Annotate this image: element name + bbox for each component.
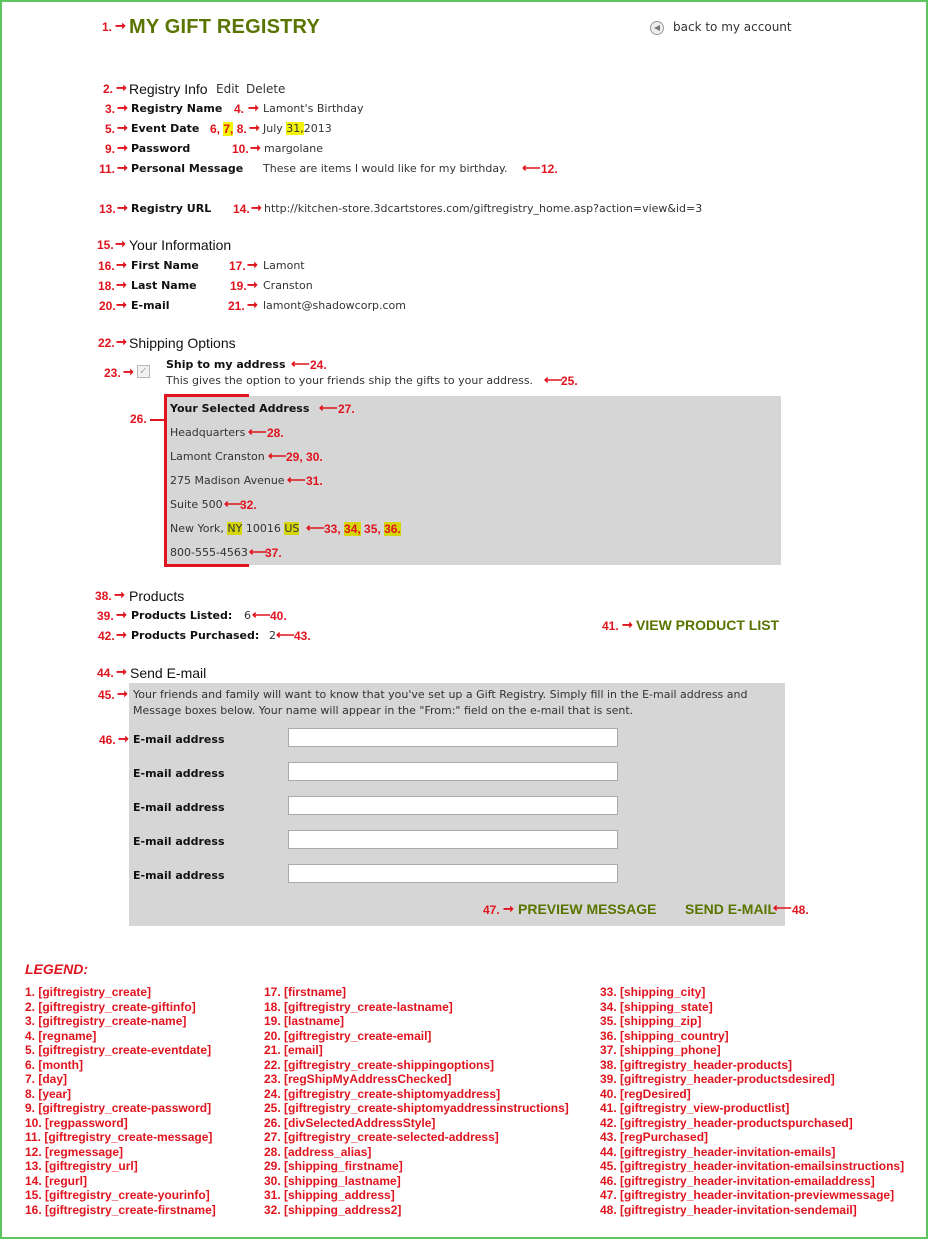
- send-email-header: Send E-mail: [130, 665, 207, 681]
- shipping-address2: Suite 500: [170, 498, 223, 511]
- annotation-12: 12.: [541, 162, 558, 176]
- legend-item: 38. [giftregistry_header-products]: [600, 1057, 793, 1072]
- annotation-arrow: ➞: [117, 100, 128, 115]
- annotation-16: 16.: [98, 259, 115, 273]
- products-listed-value: 6: [244, 609, 251, 622]
- annotation-arrow: ➞: [116, 334, 127, 349]
- edit-link[interactable]: Edit: [216, 82, 240, 96]
- shipping-zip: 10016: [245, 522, 281, 535]
- legend-title: LEGEND:: [25, 961, 88, 977]
- legend-item: 40. [regDesired]: [600, 1086, 691, 1101]
- legend-item: 19. [lastname]: [264, 1014, 345, 1028]
- annotation-4: 4.: [234, 102, 245, 116]
- first-name-label: First Name: [131, 259, 199, 272]
- annotation-arrow: ➞: [118, 731, 129, 746]
- annotation-arrow: ➞: [115, 18, 126, 33]
- annotation-46: 46.: [99, 733, 116, 747]
- page-title: MY GIFT REGISTRY: [129, 16, 320, 38]
- annotation-29-30: 29, 30.: [286, 450, 323, 464]
- legend-item: 4. [regname]: [25, 1028, 97, 1043]
- legend-item: 45. [giftregistry_header-invitation-emailsinstructions]: [600, 1159, 905, 1173]
- annotation-28: 28.: [267, 426, 284, 440]
- annotation-18: 18.: [98, 279, 115, 293]
- annotation-arrow: ➞: [248, 100, 259, 115]
- annotation-arrow: ➞: [622, 617, 633, 632]
- legend-item: 35. [shipping_zip]: [600, 1014, 702, 1028]
- annotation-arrow: ⟵: [249, 544, 268, 559]
- password-label: Password: [131, 142, 191, 155]
- event-year: 2013: [303, 122, 332, 135]
- annotation-arrow: ⟵: [287, 472, 306, 487]
- annotation-arrow: ⟵: [773, 900, 792, 915]
- legend-item: 2. [giftregistry_create-giftinfo]: [25, 999, 196, 1014]
- annotation-arrow: ➞: [250, 140, 261, 155]
- annotation-45: 45.: [98, 688, 115, 702]
- products-listed-label: Products Listed:: [131, 609, 233, 622]
- annotation-arrow: ➞: [116, 607, 127, 622]
- email-address-input-5[interactable]: [288, 864, 618, 883]
- annotation-44: 44.: [97, 666, 114, 680]
- annotation-40: 40.: [270, 609, 287, 623]
- email-address-input-2[interactable]: [288, 762, 618, 781]
- products-purchased-label: Products Purchased:: [131, 629, 260, 642]
- annotation-arrow: ⟵: [276, 627, 295, 642]
- event-date-value: [263, 122, 332, 135]
- shipping-country: US: [284, 522, 300, 535]
- your-information-header: Your Information: [129, 237, 232, 253]
- legend-item: 31. [shipping_address]: [264, 1188, 395, 1202]
- ship-to-my-address-label: Ship to my address: [166, 358, 286, 371]
- back-arrow-icon[interactable]: [650, 21, 664, 35]
- last-name-label: Last Name: [131, 279, 197, 292]
- annotation-24: 24.: [310, 358, 327, 372]
- selected-address-title: Your Selected Address: [170, 402, 310, 415]
- event-date-label: Event Date: [131, 122, 200, 135]
- event-month: July: [263, 122, 283, 135]
- annotation-48: 48.: [792, 903, 809, 917]
- shipping-phone: 800-555-4563: [170, 546, 248, 559]
- annotation-6: 6,: [210, 122, 224, 136]
- email-address-label: E-mail address: [133, 767, 225, 780]
- annotation-arrow: ➞: [115, 236, 126, 251]
- shipping-address: 275 Madison Avenue: [170, 474, 285, 487]
- legend-item: 13. [giftregistry_url]: [25, 1159, 138, 1173]
- annotation-arrow: ➞: [123, 364, 134, 379]
- annotation-arrow: ➞: [247, 257, 258, 272]
- legend-item: 25. [giftregistry_create-shiptomyaddressinstructions]: [264, 1101, 569, 1115]
- annotation-line: [150, 419, 164, 421]
- annotation-arrow: ➞: [116, 80, 127, 95]
- annotation-36: 36.: [384, 522, 401, 536]
- annotation-43: 43.: [294, 629, 311, 643]
- annotation-31: 31.: [306, 474, 323, 488]
- legend-item: 22. [giftregistry_create-shippingoptions]: [264, 1057, 495, 1072]
- annotation-arrow: ➞: [247, 277, 258, 292]
- personal-message-value: These are items I would like for my birthday.: [263, 162, 508, 175]
- annotation-arrow: ➞: [249, 120, 260, 135]
- shipping-city: New York,: [170, 522, 224, 535]
- annotation-35: 35,: [360, 522, 385, 536]
- preview-message-button[interactable]: PREVIEW MESSAGE: [518, 901, 657, 917]
- legend-item: 23. [regShipMyAddressChecked]: [264, 1072, 452, 1086]
- legend-item: 5. [giftregistry_create-eventdate]: [25, 1043, 212, 1057]
- legend-item: 30. [shipping_lastname]: [264, 1173, 401, 1188]
- annotation-38: 38.: [95, 589, 112, 603]
- event-day: 31,: [286, 122, 304, 135]
- email-address-label: E-mail address: [133, 801, 225, 814]
- annotation-39: 39.: [97, 609, 114, 623]
- annotation-arrow: ➞: [116, 257, 127, 272]
- legend-column-3: [600, 985, 904, 1217]
- annotation-2: 2.: [103, 82, 114, 96]
- annotation-8: 8.: [233, 122, 247, 136]
- annotation-arrow: ⟵: [248, 424, 267, 439]
- annotation-3: 3.: [105, 102, 116, 116]
- legend-item: 6. [month]: [25, 1057, 83, 1072]
- annotation-15: 15.: [97, 238, 114, 252]
- legend-item: 42. [giftregistry_header-productspurchased]: [600, 1115, 853, 1130]
- annotation-arrow: ➞: [114, 587, 125, 602]
- annotation-5: 5.: [105, 122, 116, 136]
- legend-item: 26. [divSelectedAddressStyle]: [264, 1115, 436, 1130]
- annotation-arrow: ➞: [117, 120, 128, 135]
- delete-link[interactable]: Delete: [246, 82, 286, 96]
- legend-item: 37. [shipping_phone]: [600, 1043, 721, 1057]
- email-value: lamont@shadowcorp.com: [263, 299, 406, 312]
- annotation-arrow: ➞: [503, 901, 514, 916]
- legend-column-2: [264, 985, 569, 1217]
- legend-item: 12. [regmessage]: [25, 1144, 124, 1159]
- legend-item: 29. [shipping_firstname]: [264, 1159, 403, 1173]
- legend-item: 21. [email]: [264, 1043, 323, 1057]
- ship-to-my-address-checkbox[interactable]: ✓: [137, 365, 150, 378]
- registry-url-label: Registry URL: [131, 202, 212, 215]
- legend-item: 15. [giftregistry_create-yourinfo]: [25, 1188, 210, 1202]
- email-address-input-4[interactable]: [288, 830, 618, 849]
- annotation-17: 17.: [229, 259, 246, 273]
- legend-item: 16. [giftregistry_create-firstname]: [25, 1202, 216, 1217]
- annotation-14: 14.: [233, 202, 250, 216]
- first-name-value: Lamont: [263, 259, 305, 272]
- annotation-47: 47.: [483, 903, 500, 917]
- registry-info-header: Registry Info: [129, 81, 208, 97]
- legend-item: 20. [giftregistry_create-email]: [264, 1028, 432, 1043]
- annotation-27: 27.: [338, 402, 355, 416]
- annotation-6-7-8: [210, 122, 247, 136]
- send-email-instructions: Your friends and family will want to know that you've set up a Gift Registry. Simply fill in the E-mail address and Message boxes below. Your name will appear in the "From:" field on the e-mail that is sent.: [133, 688, 748, 717]
- legend-item: 28. [address_alias]: [264, 1144, 372, 1159]
- shipping-name: Lamont Cranston: [170, 450, 265, 463]
- address-alias: Headquarters: [170, 426, 246, 439]
- annotation-arrow: ⟵: [224, 496, 243, 511]
- back-to-account-link[interactable]: back to my account: [673, 20, 792, 34]
- legend-item: 17. [firstname]: [264, 985, 347, 999]
- shipping-city-state-zip-country: [170, 522, 299, 535]
- annotation-19: 19.: [230, 279, 247, 293]
- view-product-list-link[interactable]: VIEW PRODUCT LIST: [636, 617, 780, 633]
- annotation-34: 34,: [344, 522, 361, 536]
- annotation-arrow: ➞: [117, 140, 128, 155]
- annotation-arrow: ➞: [117, 686, 128, 701]
- products-header: Products: [129, 588, 185, 604]
- annotation-arrow: ⟵: [252, 607, 271, 622]
- legend-item: 36. [shipping_country]: [600, 1028, 729, 1043]
- registry-name-value: Lamont's Birthday: [263, 102, 364, 115]
- legend-item: 7. [day]: [25, 1072, 68, 1086]
- legend-item: 32. [shipping_address2]: [264, 1202, 402, 1217]
- annotation-11: 11.: [99, 162, 116, 176]
- legend-item: 11. [giftregistry_create-message]: [25, 1130, 213, 1144]
- personal-message-label: Personal Message: [131, 162, 244, 175]
- shipping-state: NY: [227, 522, 243, 535]
- annotation-arrow: ➞: [116, 297, 127, 312]
- email-address-label: E-mail address: [133, 733, 225, 746]
- annotation-arrow: ➞: [117, 160, 128, 175]
- legend-item: 48. [giftregistry_header-invitation-sendemail]: [600, 1202, 857, 1217]
- annotation-26: 26.: [130, 412, 147, 426]
- ship-instructions: This gives the option to your friends ship the gifts to your address.: [166, 374, 534, 387]
- annotation-20: 20.: [99, 299, 116, 313]
- annotation-22: 22.: [98, 336, 115, 350]
- registry-url-value[interactable]: http://kitchen-store.3dcartstores.com/giftregistry_home.asp?action=view&id=3: [264, 202, 703, 215]
- send-email-button[interactable]: SEND E-MAIL: [685, 901, 776, 917]
- annotation-7: 7,: [223, 122, 234, 136]
- legend-item: 24. [giftregistry_create-shiptomyaddress]: [264, 1086, 501, 1101]
- annotation-42: 42.: [98, 629, 115, 643]
- annotation-arrow: ⟵: [291, 356, 310, 371]
- legend-item: 41. [giftregistry_view-productlist]: [600, 1101, 790, 1115]
- annotation-arrow: ⟵: [268, 448, 287, 463]
- annotation-arrow: ➞: [247, 297, 258, 312]
- annotation-21: 21.: [228, 299, 245, 313]
- annotation-9: 9.: [105, 142, 116, 156]
- legend-item: 47. [giftregistry_header-invitation-previewmessage]: [600, 1188, 895, 1202]
- legend-item: 9. [giftregistry_create-password]: [25, 1101, 212, 1115]
- annotation-arrow: ➞: [116, 277, 127, 292]
- legend-item: 46. [giftregistry_header-invitation-emailaddress]: [600, 1173, 875, 1188]
- annotation-arrow: ⟵: [522, 160, 541, 175]
- email-address-label: E-mail address: [133, 869, 225, 882]
- legend-item: 33. [shipping_city]: [600, 985, 706, 999]
- legend-item: 18. [giftregistry_create-lastname]: [264, 999, 453, 1014]
- annotation-23: 23.: [104, 366, 121, 380]
- annotation-41: 41.: [602, 619, 619, 633]
- last-name-value: Cranston: [263, 279, 313, 292]
- annotation-arrow: ➞: [251, 200, 262, 215]
- email-address-input-3[interactable]: [288, 796, 618, 815]
- annotation-10: 10.: [232, 142, 249, 156]
- legend-item: 10. [regpassword]: [25, 1115, 128, 1130]
- annotation-arrow: ⟵: [319, 400, 338, 415]
- legend-item: 43. [regPurchased]: [600, 1130, 709, 1144]
- legend-item: 39. [giftregistry_header-productsdesired]: [600, 1072, 835, 1086]
- email-label: E-mail: [131, 299, 170, 312]
- legend-item: 3. [giftregistry_create-name]: [25, 1014, 187, 1028]
- annotation-37: 37.: [265, 546, 282, 560]
- annotation-33-36: [324, 522, 401, 536]
- registry-name-label: Registry Name: [131, 102, 223, 115]
- annotation-32: 32.: [240, 498, 257, 512]
- annotation-33: 33,: [324, 522, 345, 536]
- annotation-arrow: ⟵: [306, 520, 325, 535]
- legend-column-1: [25, 985, 216, 1217]
- annotation-25: 25.: [561, 374, 578, 388]
- annotation-arrow: ➞: [116, 627, 127, 642]
- legend-item: 8. [year]: [25, 1086, 72, 1101]
- email-address-label: E-mail address: [133, 835, 225, 848]
- password-value: margolane: [264, 142, 324, 155]
- email-address-input-1[interactable]: [288, 728, 618, 747]
- legend-item: 44. [giftregistry_header-invitation-emails]: [600, 1144, 836, 1159]
- legend-item: 1. [giftregistry_create]: [25, 985, 152, 999]
- legend-item: 34. [shipping_state]: [600, 999, 713, 1014]
- legend-item: 14. [regurl]: [25, 1173, 88, 1188]
- annotation-13: 13.: [99, 202, 116, 216]
- annotation-arrow: ➞: [117, 200, 128, 215]
- products-purchased-value: 2: [269, 629, 276, 642]
- annotation-1: 1.: [102, 20, 113, 34]
- annotation-arrow: ➞: [116, 664, 127, 679]
- legend-item: 27. [giftregistry_create-selected-address]: [264, 1130, 499, 1144]
- shipping-options-header: Shipping Options: [129, 335, 236, 351]
- annotation-arrow: ⟵: [544, 372, 563, 387]
